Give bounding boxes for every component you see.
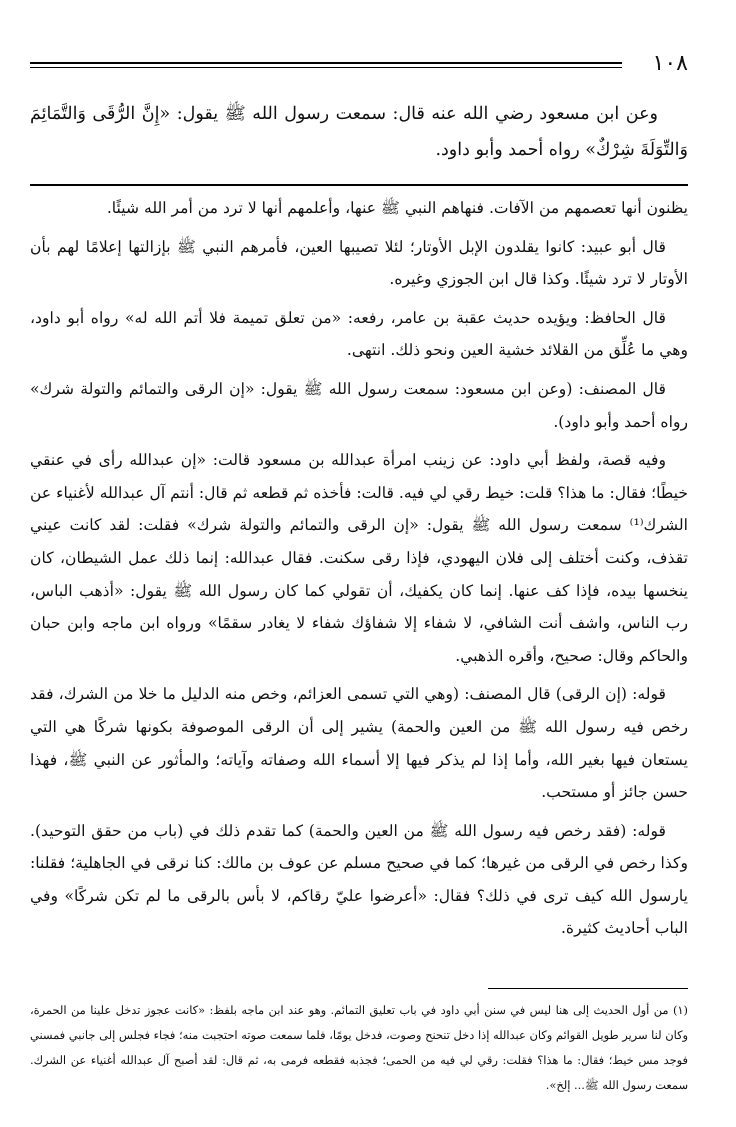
header-rule-thin [30,67,622,68]
matn-paragraph: وعن ابن مسعود رضي الله عنه قال: سمعت رسول الله ﷺ يقول: «إِنَّ الرُّقَى وَالتَّمَائِمَ وَالتِّوَلَةَ شِرْكٌ» رواه أحمد وأبو داود. [30,104,688,160]
footnote-rule [488,988,688,989]
commentary-paragraph: قال أبو عبيد: كانوا يقلدون الإبل الأوتار؛ لئلا تصيبها العين، فأمرهم النبي ﷺ بإزالتها إعلامًا لهم بأن الأوتار لا ترد شيئًا. وكذا قال ابن الجوزي وغيره. [30,237,688,289]
matn-divider [30,184,688,186]
matn-text-block [30,96,688,168]
commentary-paragraph: قال المصنف: (وعن ابن مسعود: سمعت رسول الله ﷺ يقول: «إن الرقى والتمائم والتولة شرك» رواه أحمد وأبو داود). [30,379,688,431]
header-rule [30,62,622,64]
commentary-paragraph: قوله: (إن الرقى) قال المصنف: (وهي التي تسمى العزائم، وخص منه الدليل ما خلا من الشرك، فقد رخص فيه رسول الله ﷺ من العين والحمة) يشير إلى أن الرقى الموصوفة بكونها شركًا هي التي يستعان فيها بغير الله، وأما إذا لم يذكر فيها إلا أسماء الله وصفاته وآياته؛ والمأثور عن النبي ﷺ، فهذا حسن جائز أو مستحب. [30,685,688,802]
page-header [30,52,688,76]
footnote-item: (١) من أول الحديث إلى هنا ليس في سنن أبي داود في باب تعليق التمائم. وهو عند ابن ماجه بلفظ: «كانت عجوز تدخل علينا من الحمرة، وكان لنا سرير طويل القوائم وكان عبدالله إذا دخل تنحنح وصوت، فدخل يومًا، فلما سمعت صوته احتجبت منه؛ فجاء فجلس إلى جانبي فمسني فوجد مس خيط؛ فقال: ما هذا؟ فقلت: رقي لي فيه من الحمى؛ فجذبه فقطعه فرمى به، ثم قال: لقد أصبح آل عبدالله أغنياء عن الشرك. سمعت رسول الله ﷺ... إلخ». [30,1003,688,1092]
commentary-block [30,192,688,951]
commentary-paragraph: قال الحافظ: ويؤيده حديث عقبة بن عامر، رفعه: «من تعلق تميمة فلا أتم الله له» رواه أبو داود، وهي ما عُلِّق من القلائد خشية العين ونحو ذلك. انتهى. [30,308,688,360]
page-number: ١٠٨ [652,51,688,76]
footnotes-block [30,998,688,1098]
commentary-paragraph: يظنون أنها تعصمهم من الآفات. فنهاهم النبي ﷺ عنها، وأعلمهم أنها لا ترد من أمر الله شيئًا. [106,199,688,217]
commentary-paragraph: وفيه قصة، ولفظ أبي داود: عن زينب امرأة عبدالله بن مسعود قالت: «إن عبدالله رأى في عنقي خيطًا؛ فقال: ما هذا؟ قلت: خيط رقي لي فيه. قالت: فأخذه ثم قطعه ثم قال: أنتم آل عبدالله لأغنياء عن الشرك⁽¹⁾ سمعت رسول الله ﷺ يقول: «إن الرقى والتمائم والتولة شرك» فقلت: لقد كانت عيني تقذف، وكنت أختلف إلى فلان اليهودي، فإذا رقى سكنت. فقال عبدالله: إنما ذلك عمل الشيطان، كان ينخسها بيده، فإذا كف عنها. إنما كان يكفيك، أن تقولي كما كان رسول الله ﷺ يقول: «أذهب الباس، رب الناس، واشف أنت الشافي، لا شفاء إلا شفاؤك شفاء لا يغادر سقمًا» ورواه ابن ماجه وابن حبان والحاكم وقال: صحيح، وأقره الذهبي. [30,451,688,665]
commentary-paragraph: قوله: (فقد رخص فيه رسول الله ﷺ من العين والحمة) كما تقدم ذلك في (باب من حقق التوحيد). وكذا رخص في الرقى من غيرها؛ كما في صحيح مسلم عن عوف بن مالك: كنا نرقى في الجاهلية؛ فقلنا: يارسول الله كيف ترى في ذلك؟ فقال: «أعرضوا عليّ رقاكم، لا بأس بالرقى ما لم تكن شركًا» وفي الباب أحاديث كثيرة. [30,821,688,938]
